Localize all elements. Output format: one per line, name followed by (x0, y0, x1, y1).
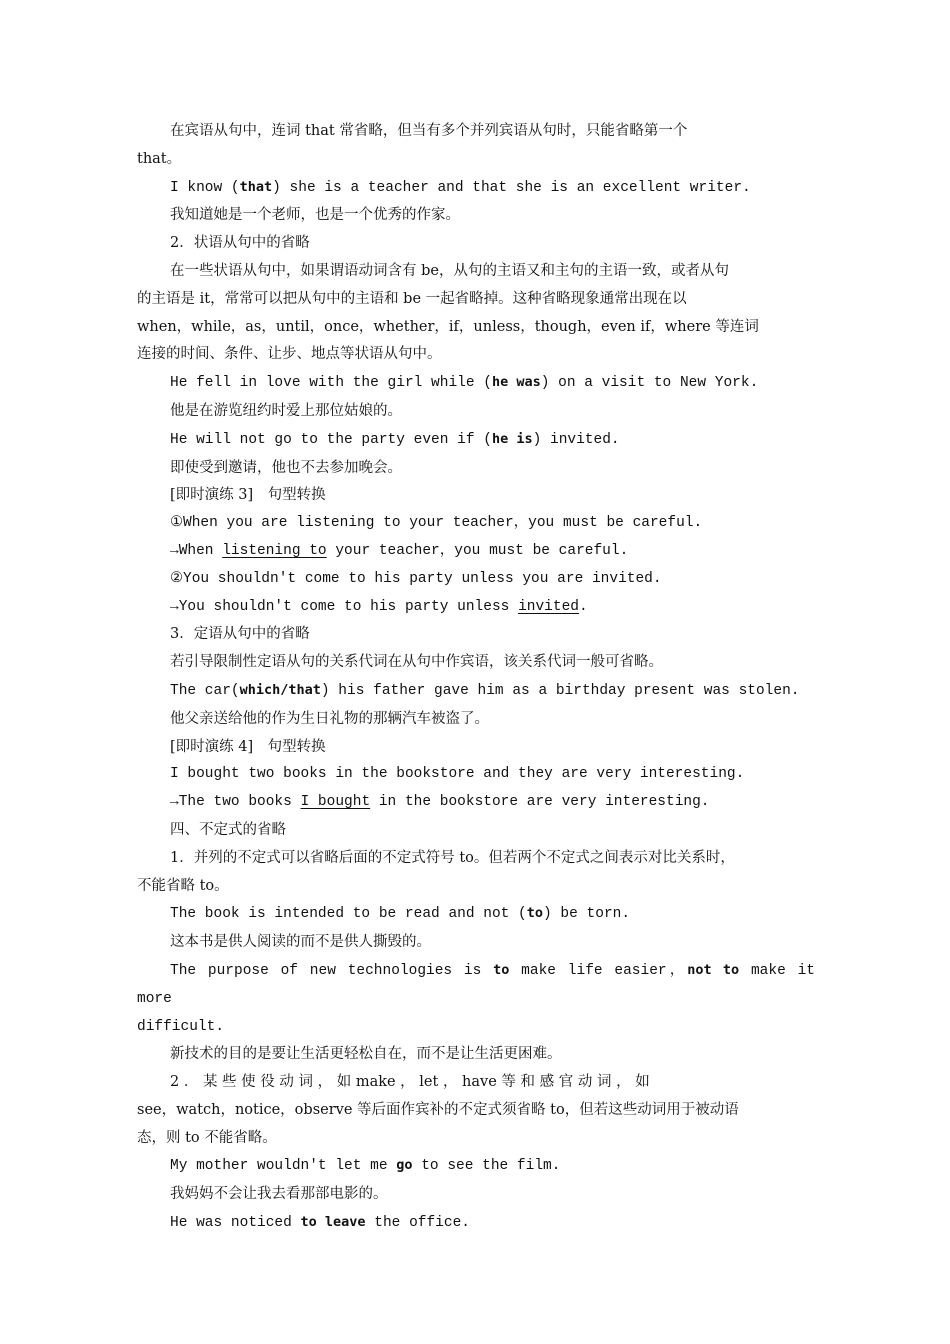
section-heading: 四、不定式的省略 (170, 821, 286, 838)
translation: 我知道她是一个老师，也是一个优秀的作家。 (170, 207, 460, 224)
drill-answer: →When listening to your teacher，you must be careful. (170, 542, 629, 559)
drill-question: I bought two books in the bookstore and they are very interesting. (170, 766, 745, 783)
translation: 他是在游览纽约时爱上那位姑娘的。 (170, 402, 402, 419)
translation: 他父亲送给他的作为生日礼物的那辆汽车被盗了。 (170, 710, 489, 727)
example-sentence: I know (that) she is a teacher and that she is an excellent writer. (170, 178, 751, 196)
example-sentence: He fell in love with the girl while (he was) on a visit to New York. (170, 374, 759, 392)
example-sentence: He was noticed to leave the office. (170, 1214, 470, 1232)
translation: 这本书是供人阅读的而不是供人撕毁的。 (170, 934, 431, 951)
translation: 新技术的目的是要让生活更轻松自在，而不是让生活更困难。 (170, 1046, 562, 1063)
example-sentence: He will not go to the party even if (he is) invited. (170, 430, 620, 448)
translation: 即使受到邀请，他也不去参加晚会。 (170, 459, 402, 476)
paragraph-infinitive: 1．并列的不定式可以省略后面的不定式符号 to。但若两个不定式之间表示对比关系时， (170, 849, 735, 866)
section-heading: 3．定语从句中的省略 (170, 626, 310, 643)
drill-heading: [即时演练 4] 句型转换 (170, 738, 326, 755)
example-sentence: The book is intended to be read and not (to) be torn. (170, 905, 631, 923)
drill-answer: →The two books I bought in the bookstore are very interesting. (170, 794, 710, 811)
paragraph-object-clause: 在宾语从句中，连词 that 常省略，但当有多个并列宾语从句时，只能省略第一个 (170, 123, 688, 139)
example-sentence: My mother wouldn't let me go to see the film. (170, 1157, 561, 1175)
drill-answer: →You shouldn't come to his party unless invited. (170, 598, 588, 615)
example-sentence: The purpose of new technologies is to make life easier，not to make it more (137, 961, 815, 1007)
translation: 我妈妈不会让我去看那部电影的。 (170, 1186, 388, 1203)
drill-question: ②You shouldn't come to his party unless you are invited. (170, 570, 662, 587)
paragraph-attributive-clause: 若引导限制性定语从句的关系代词在从句中作宾语，该关系代词一般可省略。 (170, 654, 663, 671)
section-heading: 2．状语从句中的省略 (170, 235, 310, 252)
example-sentence: The car(which/that) his father gave him as a birthday present was stolen. (170, 681, 800, 699)
document-page: 在宾语从句中，连词 that 常省略，但当有多个并列宾语从句时，只能省略第一个 that。 I know (that) she is a teacher and that she is an excellent writer. 我知道她是一个老师，也是一个优秀的作家。 2．状语从句中的省略 在一些状语从句中，如果谓语动词含有 be，从句的主语又和主句的主语一致，或者从句 的主语是 it，常常可以把从句中的主语和 be 一起省略掉。这种省略现象通常出现在以 when，while，as，until，once，whether，if，unless，though，even if，where 等连词 连接的时间、条件、让步、地点等状语从句中。 He fell in love with the girl while (he was) on a visit to New York. 他是在游览纽约时爱上那位姑娘的。 He will not go to the party even if (he is) invited. 即使受到邀请，他也不去参加晚会。 [即时演练 3] 句型转换 ①When you are listening to your teacher，you must be careful. →When listening to your teacher，you must be careful. ②You shouldn't come to his party unless you are invited. →You shouldn't come to his party unless invited. 3．定语从句中的省略 若引导限制性定语从句的关系代词在从句中作宾语，该关系代词一般可省略。 The car(which/that) his father gave him as a birthday present was stolen. 他父亲送给他的作为生日礼物的那辆汽车被盗了。 [即时演练 4] 句型转换 I bought two books in the bookstore and they are very interesting. →The two books I bought in the bookstore are very interesting. 四、不定式的省略 1．并列的不定式可以省略后面的不定式符号 to。但若两个不定式之间表示对比关系时， 不能省略 to。 The book is intended to be read and not (to) be torn. 这本书是供人阅读的而不是供人撕毁的。 The purpose of new technologies is to make life easier，not to make it more difficult. 新技术的目的是要让生活更轻松自在，而不是让生活更困难。 2 ． 某 些 使 役 动 词 ， 如 make ， let ， have 等 和 感 官 动 词 ， 如 see，watch，notice，observe 等后面作宾补的不定式须省略 to，但若这些动词用于被动语 态，则 to 不能省略。 My mother wouldn't let me go to see the film. 我妈妈不会让我去看那部电影的。 He was noticed to leave the office. (137, 118, 815, 1238)
paragraph-causative-verbs: 2 ． 某 些 使 役 动 词 ， 如 make ， let ， have 等 和 感 官 动 词 ， 如 (170, 1074, 650, 1091)
drill-heading: [即时演练 3] 句型转换 (170, 487, 326, 504)
paragraph-adverbial-clause: 在一些状语从句中，如果谓语动词含有 be，从句的主语又和主句的主语一致，或者从句 (170, 262, 729, 279)
drill-question: ①When you are listening to your teacher，you must be careful. (170, 515, 703, 532)
